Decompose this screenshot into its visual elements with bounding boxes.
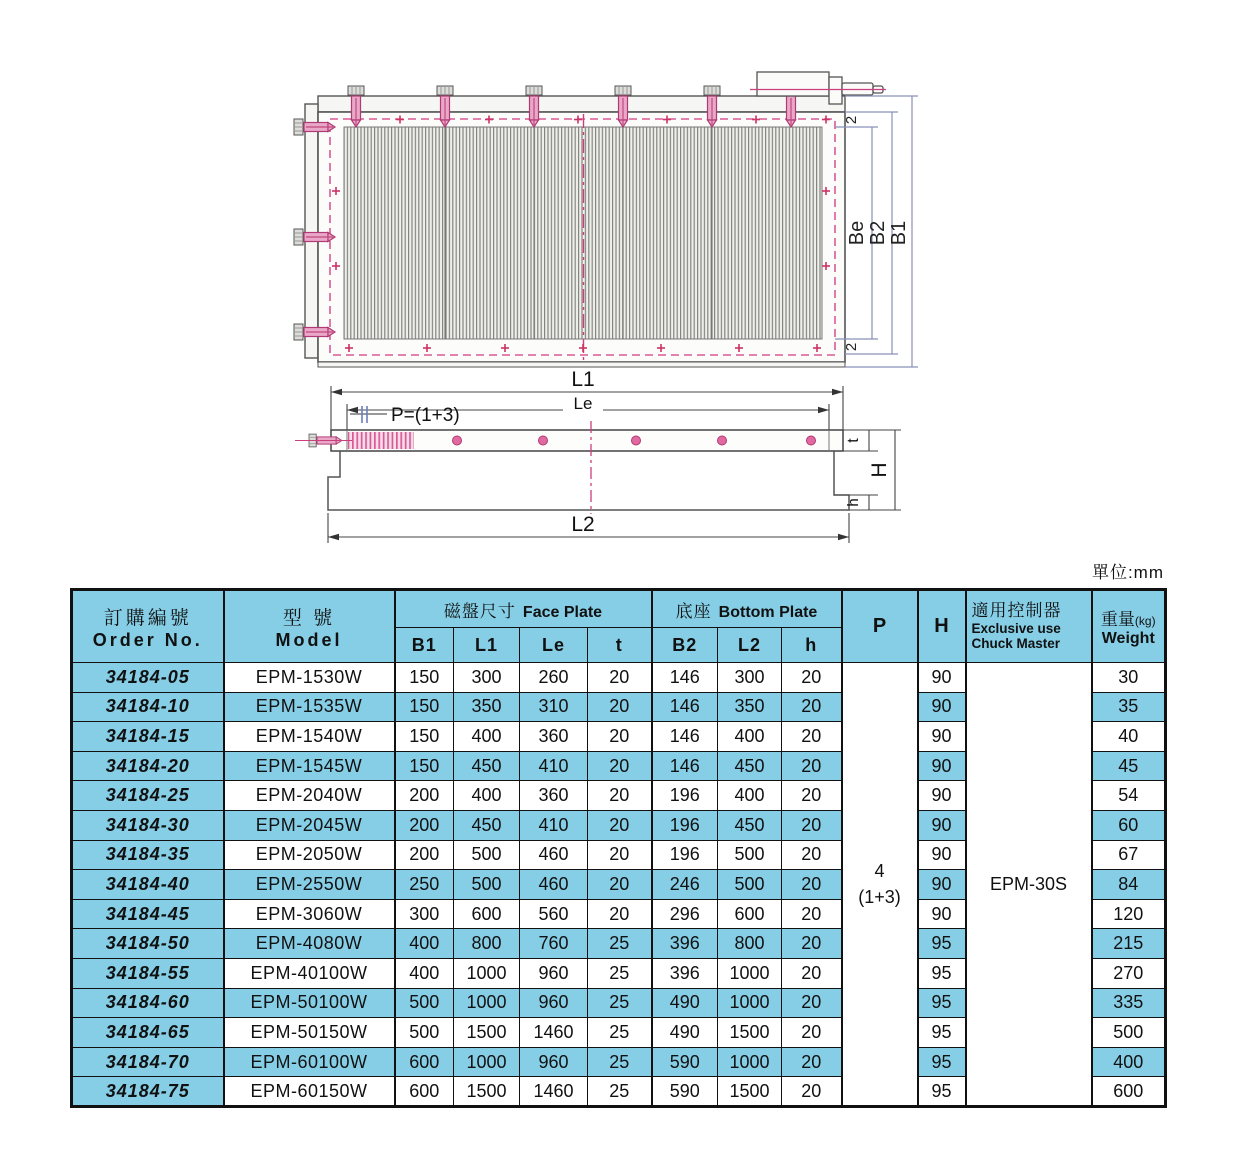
t-cell: 20 [588, 840, 652, 870]
dim-label-H: H [868, 462, 891, 478]
technical-drawing [0, 0, 1240, 565]
t-cell: 25 [588, 988, 652, 1018]
dim-label-gap-bottom: 2 [843, 342, 860, 352]
b2-cell: 146 [652, 663, 718, 693]
height-cell: 95 [918, 1077, 966, 1107]
weight-cell: 45 [1092, 751, 1166, 781]
model-header-en: Model [275, 629, 343, 650]
order-no-cell: 34184-10 [72, 692, 224, 722]
order-no-header-zh: 訂購編號 [103, 607, 192, 629]
b1-cell: 400 [395, 929, 454, 959]
order-no-cell: 34184-05 [72, 663, 224, 693]
le-cell: 410 [520, 810, 588, 840]
col-header-h: h [782, 628, 842, 663]
height-cell: 95 [918, 929, 966, 959]
l1-cell: 350 [454, 692, 520, 722]
t-cell: 25 [588, 958, 652, 988]
weight-cell: 35 [1092, 692, 1166, 722]
l1-cell: 800 [454, 929, 520, 959]
t-cell: 20 [588, 810, 652, 840]
le-cell: 460 [520, 870, 588, 900]
l1-cell: 400 [454, 781, 520, 811]
l1-cell: 450 [454, 810, 520, 840]
le-cell: 1460 [520, 1077, 588, 1107]
model-cell: EPM-1530W [224, 663, 395, 693]
weight-cell: 335 [1092, 988, 1166, 1018]
h-cell: 20 [782, 722, 842, 752]
weight-cell: 54 [1092, 781, 1166, 811]
b2-cell: 246 [652, 870, 718, 900]
model-cell: EPM-60150W [224, 1077, 395, 1107]
order-no-cell: 34184-60 [72, 988, 224, 1018]
b2-cell: 146 [652, 751, 718, 781]
b1-cell: 200 [395, 781, 454, 811]
height-cell: 90 [918, 781, 966, 811]
l2-cell: 450 [718, 751, 782, 781]
model-header-zh: 型 號 [282, 607, 336, 629]
b2-cell: 396 [652, 958, 718, 988]
order-no-cell: 34184-75 [72, 1077, 224, 1107]
b2-cell: 590 [652, 1047, 718, 1077]
col-header-t: t [588, 628, 652, 663]
side-view [295, 368, 901, 543]
l1-cell: 1000 [454, 958, 520, 988]
model-cell: EPM-3060W [224, 899, 395, 929]
b1-cell: 600 [395, 1047, 454, 1077]
dim-label-l1: L1 [571, 368, 595, 391]
weight-cell: 67 [1092, 840, 1166, 870]
l2-cell: 1000 [718, 988, 782, 1018]
le-cell: 560 [520, 899, 588, 929]
model-cell: EPM-2550W [224, 870, 395, 900]
model-header [224, 590, 395, 663]
table-header [72, 590, 1166, 663]
b1-cell: 500 [395, 1018, 454, 1048]
order-no-cell: 34184-25 [72, 781, 224, 811]
l2-cell: 400 [718, 781, 782, 811]
l2-cell: 450 [718, 810, 782, 840]
height-cell: 90 [918, 899, 966, 929]
t-cell: 25 [588, 1047, 652, 1077]
le-cell: 760 [520, 929, 588, 959]
h-cell: 20 [782, 899, 842, 929]
weight-cell: 30 [1092, 663, 1166, 693]
t-cell: 20 [588, 692, 652, 722]
l1-cell: 600 [454, 899, 520, 929]
b2-cell: 490 [652, 1018, 718, 1048]
order-no-cell: 34184-20 [72, 751, 224, 781]
table-row [72, 663, 1166, 693]
l1-cell: 400 [454, 722, 520, 752]
order-no-cell: 34184-55 [72, 958, 224, 988]
dim-label-le: Le [573, 394, 593, 413]
height-cell: 90 [918, 810, 966, 840]
h-cell: 20 [782, 810, 842, 840]
l1-cell: 450 [454, 751, 520, 781]
l2-cell: 1000 [718, 958, 782, 988]
b1-cell: 250 [395, 870, 454, 900]
pitch-label: P=(1+3) [391, 405, 460, 426]
b2-cell: 590 [652, 1077, 718, 1107]
le-cell: 410 [520, 751, 588, 781]
weight-column-header: 重量(kg) Weight [1092, 590, 1166, 663]
h-cell: 20 [782, 663, 842, 693]
b1-cell: 600 [395, 1077, 454, 1107]
bottom-plate-group-header: 底座 Bottom Plate [652, 590, 842, 628]
b2-cell: 396 [652, 929, 718, 959]
weight-cell: 500 [1092, 1018, 1166, 1048]
le-cell: 310 [520, 692, 588, 722]
p-merged-cell [842, 663, 918, 1107]
pole-hatch [348, 432, 414, 449]
weight-cell: 84 [1092, 870, 1166, 900]
b1-cell: 300 [395, 899, 454, 929]
unit-label: 單位:mm [1091, 563, 1164, 582]
dim-label-l2: L2 [571, 513, 595, 536]
h-cell: 20 [782, 692, 842, 722]
height-cell: 90 [918, 840, 966, 870]
b2-cell: 196 [652, 781, 718, 811]
b2-cell: 146 [652, 692, 718, 722]
h-cell: 20 [782, 870, 842, 900]
controller-merged-cell: EPM-30S [966, 663, 1092, 1107]
model-cell: EPM-50150W [224, 1018, 395, 1048]
b2-cell: 196 [652, 810, 718, 840]
l2-cell: 500 [718, 870, 782, 900]
t-cell: 20 [588, 899, 652, 929]
height-cell: 90 [918, 722, 966, 752]
l2-cell: 350 [718, 692, 782, 722]
model-cell: EPM-40100W [224, 958, 395, 988]
weight-cell: 270 [1092, 958, 1166, 988]
height-cell: 90 [918, 751, 966, 781]
b1-cell: 500 [395, 988, 454, 1018]
h-cell: 20 [782, 988, 842, 1018]
col-header-l2: L2 [718, 628, 782, 663]
l1-cell: 1500 [454, 1077, 520, 1107]
t-cell: 20 [588, 751, 652, 781]
controller-column-header: 適用控制器 Exclusive use Chuck Master [966, 590, 1092, 663]
top-view [294, 72, 918, 367]
h-cell: 20 [782, 1077, 842, 1107]
order-no-header [72, 590, 224, 663]
l1-cell: 500 [454, 870, 520, 900]
order-no-cell: 34184-50 [72, 929, 224, 959]
le-cell: 960 [520, 988, 588, 1018]
dim-label-b2: B2 [867, 220, 889, 246]
h-cell: 20 [782, 781, 842, 811]
b2-cell: 146 [652, 722, 718, 752]
b1-cell: 150 [395, 663, 454, 693]
col-header-b1: B1 [395, 628, 454, 663]
height-cell: 90 [918, 870, 966, 900]
order-no-cell: 34184-45 [72, 899, 224, 929]
weight-cell: 600 [1092, 1077, 1166, 1107]
le-cell: 960 [520, 958, 588, 988]
l1-cell: 300 [454, 663, 520, 693]
l2-cell: 1500 [718, 1018, 782, 1048]
h-cell: 20 [782, 958, 842, 988]
p-value-line1: 4 [874, 860, 885, 881]
dim-label-t: t [845, 438, 862, 443]
b1-cell: 200 [395, 810, 454, 840]
b2-cell: 296 [652, 899, 718, 929]
weight-cell: 120 [1092, 899, 1166, 929]
weight-cell: 400 [1092, 1047, 1166, 1077]
h-cell: 20 [782, 840, 842, 870]
l2-cell: 400 [718, 722, 782, 752]
dim-label-be: Be [846, 220, 868, 246]
l2-cell: 600 [718, 899, 782, 929]
model-cell: EPM-50100W [224, 988, 395, 1018]
l2-cell: 500 [718, 840, 782, 870]
t-cell: 25 [588, 1077, 652, 1107]
l2-cell: 1000 [718, 1047, 782, 1077]
b1-cell: 150 [395, 692, 454, 722]
weight-cell: 40 [1092, 722, 1166, 752]
order-no-cell: 34184-15 [72, 722, 224, 752]
order-no-cell: 34184-40 [72, 870, 224, 900]
h-cell: 20 [782, 751, 842, 781]
model-cell: EPM-60100W [224, 1047, 395, 1077]
model-cell: EPM-1535W [224, 692, 395, 722]
col-header-l1: L1 [454, 628, 520, 663]
order-no-cell: 34184-65 [72, 1018, 224, 1048]
le-cell: 360 [520, 781, 588, 811]
b1-cell: 150 [395, 751, 454, 781]
t-cell: 20 [588, 722, 652, 752]
model-cell: EPM-2050W [224, 840, 395, 870]
spec-table [70, 588, 1167, 1108]
b2-cell: 490 [652, 988, 718, 1018]
t-cell: 25 [588, 1018, 652, 1048]
height-cell: 95 [918, 1047, 966, 1077]
height-cell: 90 [918, 692, 966, 722]
spec-table-body [72, 663, 1166, 1107]
l2-cell: 300 [718, 663, 782, 693]
b1-cell: 200 [395, 840, 454, 870]
le-cell: 460 [520, 840, 588, 870]
l1-cell: 1500 [454, 1018, 520, 1048]
weight-cell: 215 [1092, 929, 1166, 959]
model-cell: EPM-1540W [224, 722, 395, 752]
le-cell: 360 [520, 722, 588, 752]
l2-cell: 800 [718, 929, 782, 959]
height-cell: 95 [918, 1018, 966, 1048]
order-no-cell: 34184-30 [72, 810, 224, 840]
model-cell: EPM-2045W [224, 810, 395, 840]
dim-label-gap-top: 2 [843, 115, 860, 125]
height-cell: 90 [918, 663, 966, 693]
t-cell: 25 [588, 929, 652, 959]
model-cell: EPM-1545W [224, 751, 395, 781]
b2-cell: 196 [652, 840, 718, 870]
t-cell: 20 [588, 781, 652, 811]
le-cell: 260 [520, 663, 588, 693]
height-cell: 95 [918, 988, 966, 1018]
order-no-header-en: Order No. [92, 629, 203, 650]
height-cell: 95 [918, 958, 966, 988]
h-cell: 20 [782, 1018, 842, 1048]
h-cell: 20 [782, 1047, 842, 1077]
l1-cell: 500 [454, 840, 520, 870]
l1-cell: 1000 [454, 988, 520, 1018]
bottom-plate-side [328, 451, 849, 510]
b1-cell: 400 [395, 958, 454, 988]
le-cell: 960 [520, 1047, 588, 1077]
p-value-line2: (1+3) [858, 886, 901, 907]
l2-cell: 1500 [718, 1077, 782, 1107]
order-no-cell: 34184-35 [72, 840, 224, 870]
dim-label-h: h [845, 498, 862, 507]
t-cell: 20 [588, 870, 652, 900]
h-cell: 20 [782, 929, 842, 959]
col-header-b2: B2 [652, 628, 718, 663]
model-cell: EPM-4080W [224, 929, 395, 959]
l1-cell: 1000 [454, 1047, 520, 1077]
face-plate-group-header: 磁盤尺寸 Face Plate [395, 590, 652, 628]
weight-cell: 60 [1092, 810, 1166, 840]
model-cell: EPM-2040W [224, 781, 395, 811]
height-column-header: H [918, 590, 966, 663]
t-cell: 20 [588, 663, 652, 693]
p-column-header: P [842, 590, 918, 663]
b1-cell: 150 [395, 722, 454, 752]
order-no-cell: 34184-70 [72, 1047, 224, 1077]
col-header-le: Le [520, 628, 588, 663]
le-cell: 1460 [520, 1018, 588, 1048]
dim-label-b1: B1 [888, 220, 910, 246]
